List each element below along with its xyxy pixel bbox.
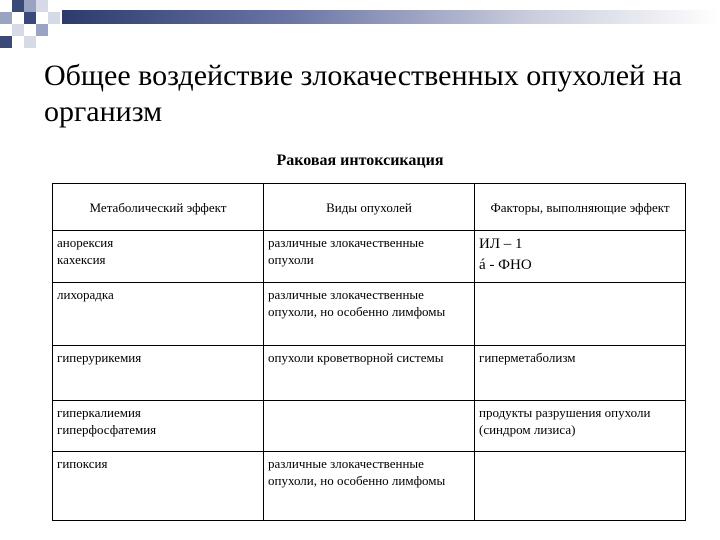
cell-effect: анорексия кахексия bbox=[53, 231, 264, 283]
cell-factors bbox=[475, 452, 686, 521]
cell-effect: лихорадка bbox=[53, 283, 264, 346]
header-decor-bar bbox=[62, 10, 720, 24]
cell-tumors: различные злокачественные опухоли, но особенно лимфомы bbox=[264, 283, 475, 346]
table-row bbox=[53, 346, 686, 401]
cell-tumors bbox=[264, 401, 475, 452]
intoxication-table bbox=[52, 183, 686, 521]
cell-factors: продукты разрушения опухоли (синдром лизиса) bbox=[475, 401, 686, 452]
table-row bbox=[53, 283, 686, 346]
cell-tumors: опухоли кроветворной системы bbox=[264, 346, 475, 401]
cell-factors: гиперметаболизм bbox=[475, 346, 686, 401]
cell-tumors: различные злокачественные опухоли bbox=[264, 231, 475, 283]
table-row bbox=[53, 231, 686, 283]
table-row bbox=[53, 401, 686, 452]
table-row bbox=[53, 452, 686, 521]
cell-tumors: различные злокачественные опухоли, но особенно лимфомы bbox=[264, 452, 475, 521]
column-header-factors: Факторы, выполняющие эффект bbox=[475, 184, 686, 231]
slide-title: Общее воздействие злокачественных опухолей на организм bbox=[44, 59, 682, 128]
column-header-effect: Метаболический эффект bbox=[53, 184, 264, 231]
cell-effect: гиперурикемия bbox=[53, 346, 264, 401]
slide-subtitle: Раковая интоксикация bbox=[276, 152, 444, 169]
cell-factors bbox=[475, 283, 686, 346]
cell-factors: ИЛ – 1 á - ФНО bbox=[475, 231, 686, 283]
column-header-tumors: Виды опухолей bbox=[264, 184, 475, 231]
table-header-row bbox=[53, 184, 686, 231]
cell-effect: гиперкалиемия гиперфосфатемия bbox=[53, 401, 264, 452]
cell-effect: гипоксия bbox=[53, 452, 264, 521]
